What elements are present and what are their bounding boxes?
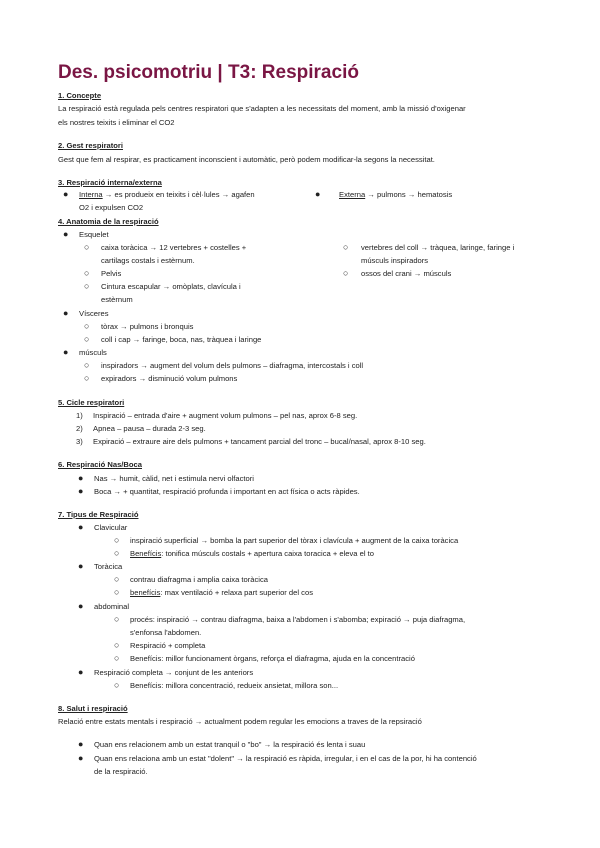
expiradors-item: expiradors → disminució volum pulmons [101,374,238,383]
externa-label: Externa [339,190,366,199]
clav-beneficis [130,547,374,560]
clavicular-item: Clavicular [94,523,128,532]
completa-item: Respiració completa → conjunt de les anteriors [94,668,254,677]
bullet-circle: ○ [114,574,120,584]
clav-beneficis-text: : tonifica músculs costals + apertura caixa toracica + eleva el to [161,549,374,558]
bullet-dot: ● [63,347,69,357]
cycle-item: Apnea – pausa – durada 2-3 seg. [93,424,206,433]
bullet-circle: ○ [84,334,90,344]
inspiradors-item: inspiradors → augment del volum dels pulmons – diafragma, intercostals i coll [101,361,364,370]
caixa-line-1: caixa toràcica → 12 vertebres + costelles + [101,243,247,252]
cycle-item: Expiració – extraure aire dels pulmons + tancament parcial del tronc – bucal/nasal, aprox 8-10 seg. [93,437,426,446]
section-2-heading: 2. Gest respiratori [58,141,123,150]
bullet-circle: ○ [343,242,349,252]
visceres-item: Vísceres [79,309,109,318]
bullet-circle: ○ [84,268,90,278]
abd-respiracio: Respiració + completa [130,641,206,650]
bullet-circle: ○ [84,242,90,252]
cintura-line-1: Cintura escapular → omòplats, clavícula i [101,282,241,291]
cycle-item: Inspiració – entrada d'aire + augment volum pulmons – pel nas, aprox 6-8 seg. [93,411,358,420]
bullet-circle: ○ [84,360,90,370]
salut-bullet-1: Quan ens relacionem amb un estat tranquil o "bo" → la respiració és lenta i suau [94,740,366,749]
nas-item: Nas → humit, càlid, net i estimula nervi olfactori [94,474,254,483]
bullet-circle: ○ [114,535,120,545]
section-4-heading: 4. Anatomia de la respiració [58,217,159,226]
abd-beneficis: Benefícis: millor funcionament òrgans, reforça el diafragma, ajuda en la concentració [130,654,415,663]
section-8-intro: Relació entre estats mentals i respiració → actualment podem regular les emocions a traves de la repsiració [58,717,422,726]
section-1-heading: 1. Concepte [58,91,102,100]
externa-text: → pulmons → hematosis [365,190,453,199]
bullet-dot: ● [78,667,84,677]
salut-bullet-2-line-2: de la respiració. [94,767,148,776]
crani-item: ossos del crani → músculs [361,269,452,278]
torax-item: tòrax → pulmons i bronquis [101,322,194,331]
bullet-dot: ● [63,229,69,239]
bullet-dot: ● [315,189,321,199]
section-7-heading: 7. Tipus de Respiració [58,510,139,519]
tor-contrau: contrau diafragma i amplia caixa toràcica [130,575,269,584]
vertebres-line-1: vertebres del coll → tràquea, laringe, faringe i [361,243,515,252]
esquelet-item: Esquelet [79,230,109,239]
cycle-number: 2) [76,424,83,433]
tor-beneficis [130,586,313,599]
musculs-item: músculs [79,348,107,357]
bullet-dot: ● [78,601,84,611]
interna-text: → es produeix en teixits i cèl·lules → agafen [102,190,255,199]
bullet-dot: ● [78,561,84,571]
abd-proces-line-2: s'enfonsa l'abdomen. [130,628,202,637]
section-8-heading: 8. Salut i respiració [58,704,128,713]
bullet-dot: ● [78,473,84,483]
externa-item [339,188,452,201]
bullet-dot: ● [63,189,69,199]
cycle-number: 1) [76,411,83,420]
section-3-heading: 3. Respiració interna/externa [58,178,162,187]
vertebres-line-2: músculs inspiradors [361,256,429,265]
section-2-line: Gest que fem al respirar, es practicament inconscient i automàtic, però podem modificar-la segons la necessitat. [58,155,435,164]
clav-inspiracio: inspiració superficial → bomba la part superior del tòrax i clavícula + augment de la caixa toràcica [130,536,459,545]
interna-label: Interna [79,190,103,199]
abdominal-item: abdominal [94,602,130,611]
caixa-line-2: cartilags costals i estèrnum. [101,256,195,265]
bullet-circle: ○ [84,321,90,331]
abd-proces-line-1: procés: inspiració → contrau diafragma, baixa a l'abdomen i s'abomba; expiració → puja diafragma, [130,615,466,624]
bullet-circle: ○ [114,587,120,597]
bullet-dot: ● [78,739,84,749]
boca-item: Boca → + quantitat, respiració profunda i important en act física o acts ràpides. [94,487,360,496]
page-title: Des. psicomotriu | T3: Respiració [58,62,359,83]
bullet-dot: ● [78,486,84,496]
bullet-circle: ○ [84,281,90,291]
coll-item: coll i cap → faringe, boca, nas, tràquea i laringe [101,335,262,344]
bullet-dot: ● [78,753,84,763]
clav-beneficis-label: Benefícis [130,549,162,558]
section-1-line-1: La respiració està regulada pels centres respiratori que s'adapten a les necessitats del moment, amb la missió d'oxigenar [58,104,466,113]
bullet-dot: ● [78,522,84,532]
tor-beneficis-label: benefícis [130,588,161,597]
bullet-dot: ● [63,308,69,318]
toracica-item: Toràcica [94,562,123,571]
cycle-number: 3) [76,437,83,446]
interna-line-2: O2 i expulsen CO2 [79,203,144,212]
section-5-heading: 5. Cicle respiratori [58,398,125,407]
salut-bullet-2-line-1: Quan ens relaciona amb un estat "dolent" → la respiració es ràpida, irregular, i en el cas de la por, hi ha contenció [94,754,477,763]
bullet-circle: ○ [114,653,120,663]
bullet-circle: ○ [114,548,120,558]
interna-item [79,188,255,201]
pelvis-item: Pelvis [101,269,122,278]
completa-beneficis: Benefícis: millora concentració, redueix ansietat, millora son... [130,681,339,690]
section-1-line-2: els nostres teixits i eliminar el CO2 [58,118,175,127]
bullet-circle: ○ [84,373,90,383]
bullet-circle: ○ [114,640,120,650]
tor-beneficis-text: : max ventilació + relaxa part superior del cos [160,588,313,597]
bullet-circle: ○ [114,680,120,690]
bullet-circle: ○ [343,268,349,278]
section-6-heading: 6. Respiració Nas/Boca [58,460,142,469]
bullet-circle: ○ [114,614,120,624]
cintura-line-2: estèrnum [101,295,133,304]
